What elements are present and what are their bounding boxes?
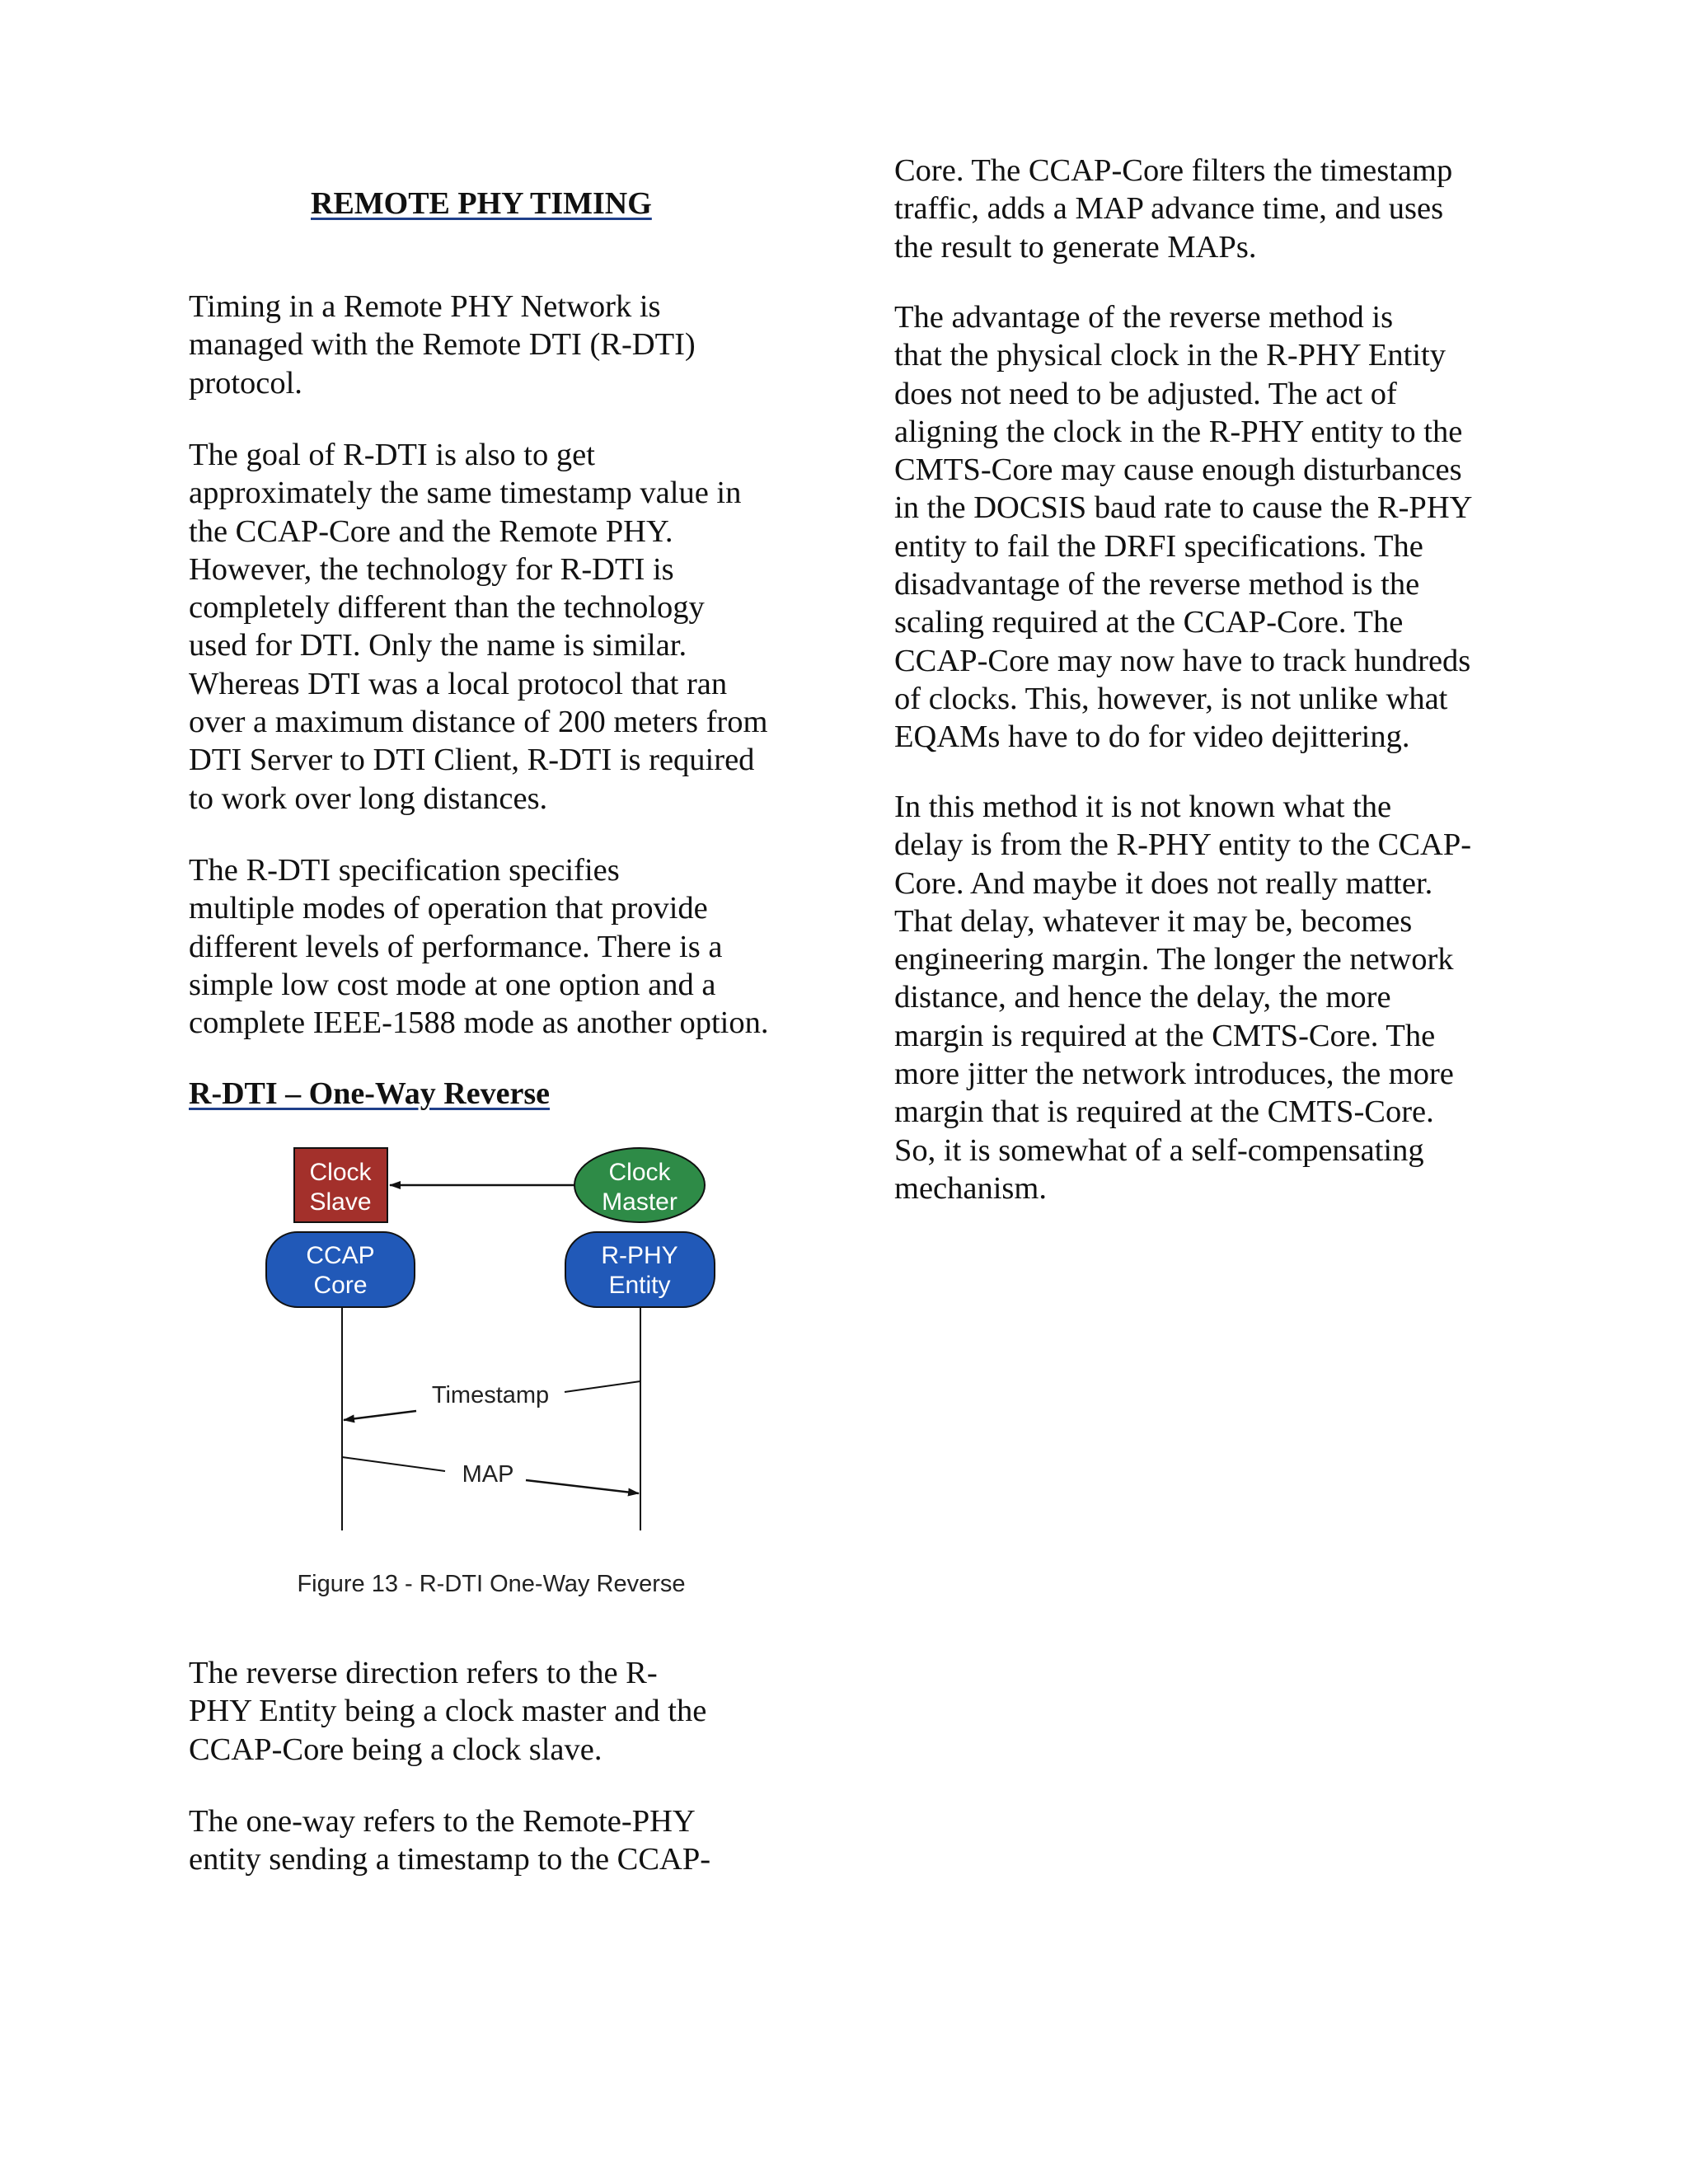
- map-arrow: [526, 1480, 639, 1493]
- paragraph: The reverse direction refers to the R- PHY Entity being a clock master and the CCAP-Core being a clock slave.: [189, 1656, 707, 1767]
- section-heading: R-DTI – One-Way Reverse: [189, 1076, 550, 1111]
- ccap-core-label-line2: Core: [313, 1272, 368, 1299]
- timestamp-label: Timestamp: [431, 1382, 550, 1408]
- clock-slave-label-line2: Slave: [309, 1188, 372, 1216]
- timestamp-arrow: [344, 1411, 416, 1420]
- map-label: MAP: [462, 1461, 514, 1488]
- figure-caption: Figure 13 - R-DTI One-Way Reverse: [297, 1571, 686, 1597]
- paragraph: The goal of R-DTI is also to get approximately the same timestamp value in the CCAP-Core and the Remote PHY. However, the technology for R-DTI is completely different than the technology used for DTI. Only the name is similar. Whereas DTI was a local protocol that ran over a maximum distance of 200 meters from DTI Server to DTI Client, R-DTI is required to work over long distances.: [189, 438, 768, 816]
- timing-diagram: [247, 1137, 725, 1549]
- paragraph: The R-DTI specification specifies multiple modes of operation that provide different levels of performance. There is a simple low cost mode at one option and a complete IEEE-1588 mode as another option.: [189, 853, 769, 1041]
- paragraph: In this method it is not known what the delay is from the R-PHY entity to the CCAP- Core. And maybe it does not really matter. That delay, whatever it may be, becomes engineering margin. The longer the network distance, and hence the delay, the more margin is required at the CMTS-Core. The more jitter the network introduces, the more margin that is required at the CMTS-Core. So, it is somewhat of a self-compensating mechanism.: [894, 790, 1472, 1206]
- map-line-segment: [342, 1457, 445, 1471]
- clock-master-label-line2: Master: [602, 1188, 678, 1216]
- clock-slave-label-line1: Clock: [309, 1159, 372, 1186]
- paragraph: The one-way refers to the Remote-PHY entity sending a timestamp to the CCAP-: [189, 1804, 711, 1877]
- rphy-entity-label-line1: R-PHY: [601, 1242, 678, 1269]
- timestamp-line-segment: [565, 1381, 640, 1392]
- paragraph: Core. The CCAP-Core filters the timestamp traffic, adds a MAP advance time, and uses the result to generate MAPs.: [894, 153, 1453, 265]
- paragraph: The advantage of the reverse method is that the physical clock in the R-PHY Entity does not need to be adjusted. The act of aligning the clock in the R-PHY entity to the CMTS-Core may cause enough disturbances in the DOCSIS baud rate to cause the R-PHY entity to fail the DRFI specifications. The disadvantage of the reverse method is the scaling required at the CCAP-Core. The CCAP-Core may now have to track hundreds of clocks. This, however, is not unlike what EQAMs have to do for video dejittering.: [894, 300, 1473, 755]
- paragraph: Timing in a Remote PHY Network is managed with the Remote DTI (R-DTI) protocol.: [189, 289, 696, 401]
- page-title: REMOTE PHY TIMING: [311, 186, 652, 221]
- ccap-core-label-line1: CCAP: [306, 1242, 375, 1269]
- rphy-entity-label-line2: Entity: [608, 1272, 671, 1299]
- clock-master-label-line1: Clock: [608, 1159, 671, 1186]
